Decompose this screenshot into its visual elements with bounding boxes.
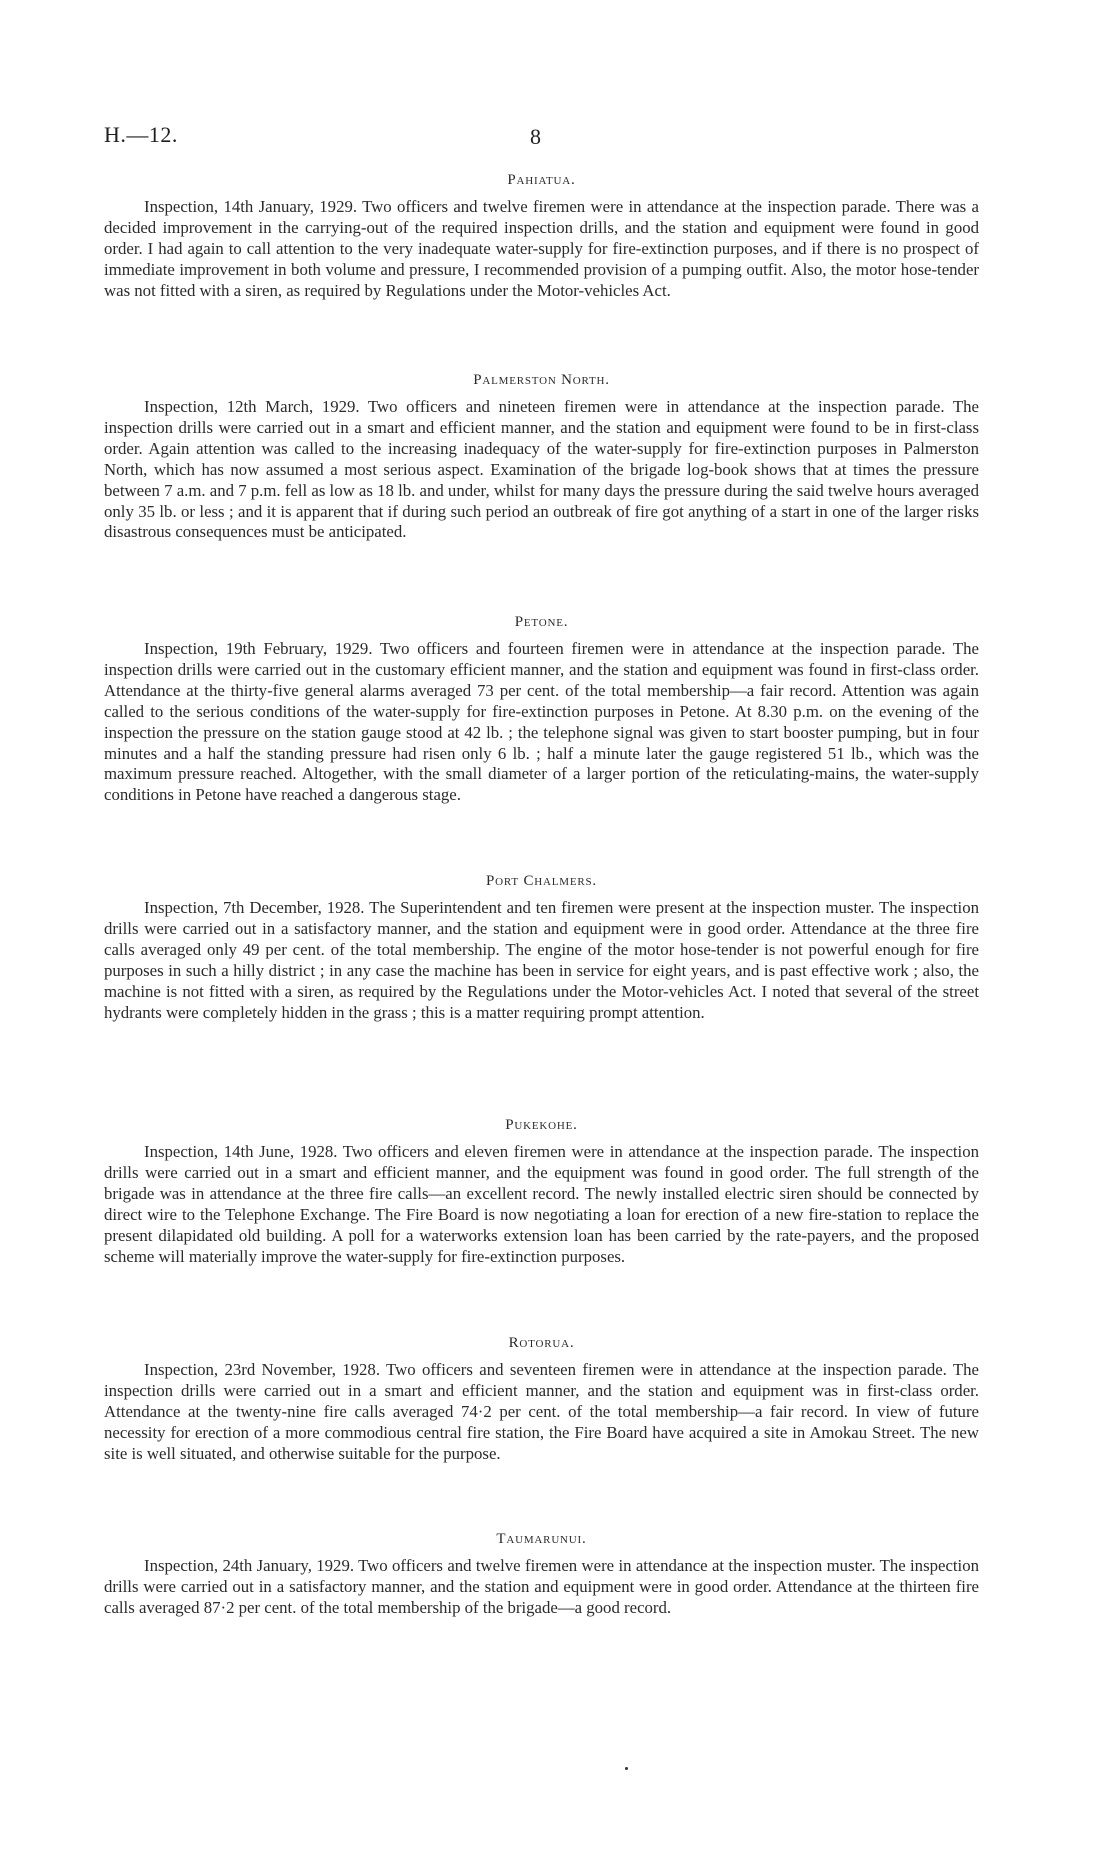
section-title: Palmerston North.	[473, 372, 610, 388]
section-title: Pahiatua.	[507, 172, 576, 188]
section-body: Inspection, 14th January, 1929. Two officers and twelve firemen were in attendance at the inspection parade. There was a decided improvement in the carrying-out of the required inspection drills, and the station and equipment were found in good order. I had again to call attention to the very inadequate water-supply for fire-extinction purposes, and if there is no prospect of immediate improvement in both volume and pressure, I recommended provision of a pumping outfit. Also, the motor hose-tender was not fitted with a siren, as required by Regulations under the Motor-vehicles Act.	[104, 197, 979, 300]
section-title: Port Chalmers.	[486, 873, 597, 889]
section-body: Inspection, 7th December, 1928. The Superintendent and ten firemen were present at the inspection muster. The inspection drills were carried out in a satisfactory manner, and the station and equipment were in good order. Attendance at the three fire calls averaged only 49 per cent. of the total membership. The engine of the motor hose-tender is not powerful enough for fire purposes in such a hilly district ; in any case the machine has been in service for eight years, and is past effective work ; also, the machine is not fitted with a siren, as required by the Regulations under the Motor-vehicles Act. I noted that several of the street hydrants were completely hidden in the grass ; this is a matter requiring prompt attention.	[104, 898, 979, 1022]
section-pukekohe	[104, 1117, 979, 1267]
section-port-chalmers	[104, 873, 979, 1023]
section-title: Pukekohe.	[505, 1117, 578, 1133]
document-code: H.—12.	[104, 122, 178, 147]
section-title: Taumarunui.	[496, 1531, 587, 1547]
section-title: Rotorua.	[508, 1335, 575, 1351]
section-taumarunui	[104, 1531, 979, 1619]
section-body: Inspection, 19th February, 1929. Two officers and fourteen firemen were in attendance at the inspection parade. The inspection drills were carried out in the customary efficient manner, and the station and equipment was found in first-class order. Attendance at the thirty-five general alarms averaged 73 per cent. of the total membership—a fair record. Attention was again called to the serious conditions of the water-supply for fire-extinction purposes in Petone. At 8.30 p.m. on the evening of the inspection the pressure on the station gauge stood at 42 lb. ; the telephone signal was given to start booster pumping, but in four minutes and a half the standing pressure had risen only 6 lb. ; half a minute later the gauge registered 51 lb., which was the maximum pressure reached. Altogether, with the small diameter of a larger portion of the reticulating-mains, the water-supply conditions in Petone have reached a dangerous stage.	[104, 639, 979, 805]
section-body: Inspection, 23rd November, 1928. Two officers and seventeen firemen were in attendance at the inspection parade. The inspection drills were carried out in a smart and efficient manner, and the station and equipment was in first-class order. Attendance at the twenty-nine fire calls averaged 74·2 per cent. of the total membership—a fair record. In view of future necessity for erection of a more commodious central fire station, the Fire Board have acquired a site in Amokau Street. The new site is well situated, and otherwise suitable for the purpose.	[104, 1360, 979, 1463]
section-petone	[104, 614, 979, 806]
section-title: Petone.	[514, 614, 569, 630]
section-body: Inspection, 14th June, 1928. Two officers and eleven firemen were in attendance at the inspection parade. The inspection drills were carried out in a smart and efficient manner, and the equipment was found in good order. The full strength of the brigade was in attendance at the three fire calls—an excellent record. The newly installed electric siren should be connected by direct wire to the Telephone Exchange. The Fire Board is now negotiating a loan for erection of a new fire-station to replace the present dilapidated old building. A poll for a waterworks extension loan has been carried by the rate-payers, and the proposed scheme will materially improve the water-supply for fire-extinction purposes.	[104, 1142, 979, 1266]
section-rotorua	[104, 1335, 979, 1465]
section-body: Inspection, 12th March, 1929. Two officers and nineteen firemen were in attendance at the inspection parade. The inspection drills were carried out in a smart and efficient manner, and the station and equipment were found to be in first-class order. Again attention was called to the increasing inadequacy of the water-supply for fire-extinction purposes in Palmerston North, which has now assumed a most serious aspect. Examination of the brigade log-book shows that at times the pressure between 7 a.m. and 7 p.m. fell as low as 18 lb. and under, whilst for many days the pressure during the said twelve hours averaged only 35 lb. or less ; and it is apparent that if during such period an outbreak of fire got anything of a start in one of the larger risks disastrous consequences must be anticipated.	[104, 397, 979, 542]
footer-mark	[625, 1767, 628, 1770]
section-palmerston-north	[104, 372, 979, 543]
section-body: Inspection, 24th January, 1929. Two officers and twelve firemen were in attendance at the inspection muster. The inspection drills were carried out in a satisfactory manner, and the station and equipment were in good order. Attendance at the thirteen fire calls averaged 87·2 per cent. of the total membership of the brigade—a good record.	[104, 1556, 979, 1617]
section-pahiatua	[104, 172, 979, 302]
page-number: 8	[530, 124, 541, 149]
